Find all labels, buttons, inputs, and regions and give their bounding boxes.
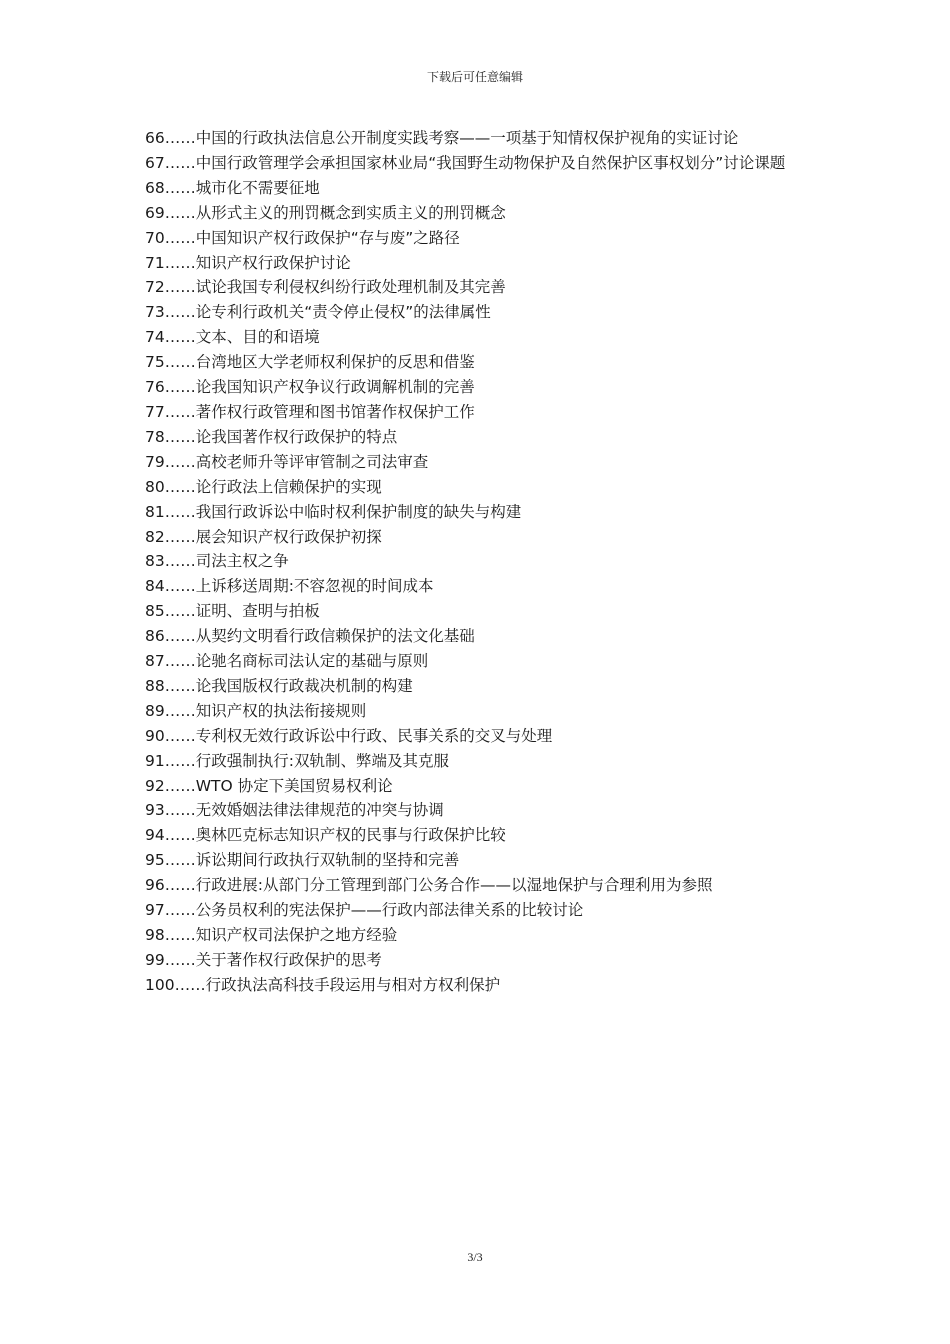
list-item: 94……奥林匹克标志知识产权的民事与行政保护比较 — [145, 826, 506, 845]
list-item: 75……台湾地区大学老师权利保护的反思和借鉴 — [145, 353, 475, 372]
list-item: 71……知识产权行政保护讨论 — [145, 253, 351, 272]
list-item: 87……论驰名商标司法认定的基础与原则 — [145, 652, 429, 671]
page-header: 下载后可任意编辑 — [426, 70, 523, 84]
list-item: 85……证明、查明与拍板 — [145, 602, 320, 621]
list-item: 90……专利权无效行政诉讼中行政、民事关系的交叉与处理 — [145, 726, 553, 745]
list-item: 89……知识产权的执法衔接规则 — [145, 701, 367, 720]
list-item: 98……知识产权司法保护之地方经验 — [145, 926, 398, 944]
list-item: 78……论我国著作权行政保护的特点 — [145, 427, 398, 446]
list-item: 73……论专利行政机关“责令停止侵权”的法律属性 — [145, 303, 491, 322]
list-item: 86……从契约文明看行政信赖保护的法文化基础 — [145, 627, 475, 646]
list-item: 79……高校老师升等评审管制之司法审查 — [145, 452, 429, 471]
list-item: 67……中国行政管理学会承担国家林业局“我国野生动物保护及自然保护区事权划分”讨论课题 — [145, 153, 786, 172]
list-item: 83……司法主权之争 — [145, 552, 289, 571]
list-item: 84……上诉移送周期:不容忽视的时间成本 — [145, 577, 434, 596]
list-item: 96……行政进展:从部门分工管理到部门公务合作——以湿地保护与合理利用为参照 — [145, 876, 713, 895]
list-item: 91……行政强制执行:双轨制、弊端及其克服 — [145, 751, 449, 770]
list-item: 99……关于著作权行政保护的思考 — [145, 950, 382, 969]
list-item: 82……展会知识产权行政保护初探 — [145, 527, 382, 546]
list-item: 92……WTO 协定下美国贸易权利论 — [145, 776, 393, 795]
list-item: 97……公务员权利的宪法保护——行政内部法律关系的比较讨论 — [145, 901, 584, 920]
list-item: 95……诉讼期间行政执行双轨制的坚持和完善 — [145, 851, 460, 870]
list-item: 88……论我国版权行政裁决机制的构建 — [145, 676, 413, 695]
list-item: 68……城市化不需要征地 — [145, 178, 320, 197]
list-item: 80……论行政法上信赖保护的实现 — [145, 477, 382, 496]
list-item: 76……论我国知识产权争议行政调解机制的完善 — [145, 378, 475, 397]
list-item: 93……无效婚姻法律法律规范的冲突与协调 — [145, 801, 444, 820]
article-list — [145, 126, 815, 998]
list-item: 74……文本、目的和语境 — [145, 328, 320, 347]
list-item: 81……我国行政诉讼中临时权利保护制度的缺失与构建 — [145, 502, 522, 521]
list-item: 66……中国的行政执法信息公开制度实践考察——一项基于知情权保护视角的实证讨论 — [145, 129, 739, 147]
list-item: 72……试论我国专利侵权纠纷行政处理机制及其完善 — [145, 278, 506, 297]
list-item: 77……著作权行政管理和图书馆著作权保护工作 — [145, 402, 475, 421]
list-item: 100……行政执法高科技手段运用与相对方权利保护 — [145, 975, 501, 994]
page-number: 3/3 — [467, 1250, 483, 1264]
list-item: 69……从形式主义的刑罚概念到实质主义的刑罚概念 — [145, 203, 506, 222]
list-item: 70……中国知识产权行政保护“存与废”之路径 — [145, 228, 460, 247]
